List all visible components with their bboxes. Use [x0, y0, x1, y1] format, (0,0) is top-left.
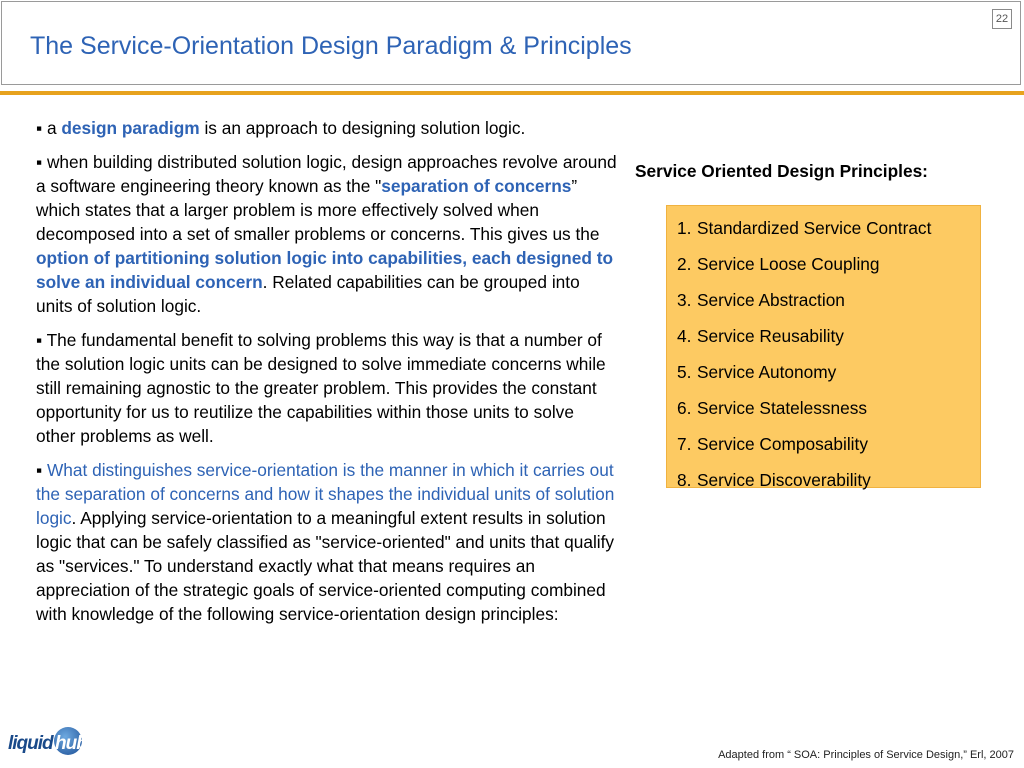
- list-item: [677, 390, 980, 426]
- principles-list: [667, 206, 980, 498]
- header-box: [1, 1, 1021, 85]
- item-label: Service Discoverability: [697, 470, 871, 490]
- bullet-icon: ▪: [36, 118, 43, 138]
- divider-rule: [0, 91, 1024, 95]
- item-label: Service Loose Coupling: [697, 254, 880, 274]
- item-label: Service Composability: [697, 434, 868, 454]
- item-number: 4.: [677, 326, 692, 346]
- p2-pre: when building distributed solution logic, design approaches revolve around a software engineering theory known as the ": [36, 152, 617, 196]
- paragraph-fundamental-benefit: [36, 328, 618, 448]
- list-item: [677, 282, 980, 318]
- list-item: [677, 354, 980, 390]
- liquidhub-logo: [8, 727, 88, 761]
- term-design-paradigm: design paradigm: [61, 118, 200, 138]
- list-item: [677, 246, 980, 282]
- logo-text-right: hub: [55, 733, 87, 754]
- p2-post: . Related capabilities can be grouped into units of solution logic.: [36, 272, 580, 316]
- list-item: [677, 426, 980, 462]
- paragraph-design-paradigm: [36, 116, 618, 140]
- bullet-icon: ▪: [36, 330, 43, 350]
- paragraph-separation-of-concerns: [36, 150, 618, 318]
- footer-credit: Adapted from “ SOA: Principles of Service Design,” Erl, 2007: [718, 749, 1014, 761]
- item-label: Standardized Service Contract: [697, 218, 932, 238]
- item-number: 8.: [677, 470, 692, 490]
- item-number: 1.: [677, 218, 692, 238]
- p1-post: is an approach to designing solution logic.: [199, 118, 526, 138]
- body-text: [36, 116, 618, 636]
- page-number: 22: [992, 9, 1012, 29]
- item-label: Service Autonomy: [697, 362, 837, 382]
- p1-pre: a: [42, 118, 62, 138]
- term-separation-of-concerns: separation of concerns: [381, 176, 572, 196]
- item-number: 6.: [677, 398, 692, 418]
- list-item: [677, 318, 980, 354]
- list-item: [677, 210, 980, 246]
- principles-box: [666, 205, 981, 488]
- item-number: 2.: [677, 254, 692, 274]
- principles-heading: Service Oriented Design Principles:: [635, 161, 928, 181]
- highlight-partitioning: option of partitioning solution logic into capabilities, each designed to solve an individual concern: [36, 248, 614, 292]
- item-label: Service Abstraction: [697, 290, 845, 310]
- item-number: 7.: [677, 434, 692, 454]
- p4-post: . Applying service-orientation to a meaningful extent results in solution logic that can be safely classified as "service-oriented" and units that qualify as "services." To understand exactly what that means requires an appreciation of the strategic goals of service-oriented computing combined with knowledge of the following service-orientation design principles:: [36, 508, 615, 624]
- slide-title: The Service-Orientation Design Paradigm & Principles: [30, 32, 632, 60]
- p2-mid: ” which states that a larger problem is more effectively solved when decomposed into a set of smaller problems or concerns. This gives us the: [36, 176, 600, 244]
- item-number: 3.: [677, 290, 692, 310]
- p3-text: The fundamental benefit to solving problems this way is that a number of the solution logic units can be designed to solve immediate concerns while still remaining agnostic to the greater problem. This provides the constant opportunity for us to reutilize the capabilities within those units to solve other problems as well.: [36, 330, 606, 446]
- list-item: [677, 462, 980, 498]
- bullet-icon: ▪: [36, 460, 43, 480]
- highlight-distinguishes: What distinguishes service-orientation is the manner in which it carries out the separation of concerns and how it shapes the individual units of solution logic: [36, 460, 615, 528]
- bullet-icon: ▪: [36, 152, 43, 172]
- item-number: 5.: [677, 362, 692, 382]
- paragraph-service-orientation: [36, 458, 618, 626]
- item-label: Service Statelessness: [697, 398, 868, 418]
- logo-text-left: liquid: [8, 733, 53, 754]
- item-label: Service Reusability: [697, 326, 844, 346]
